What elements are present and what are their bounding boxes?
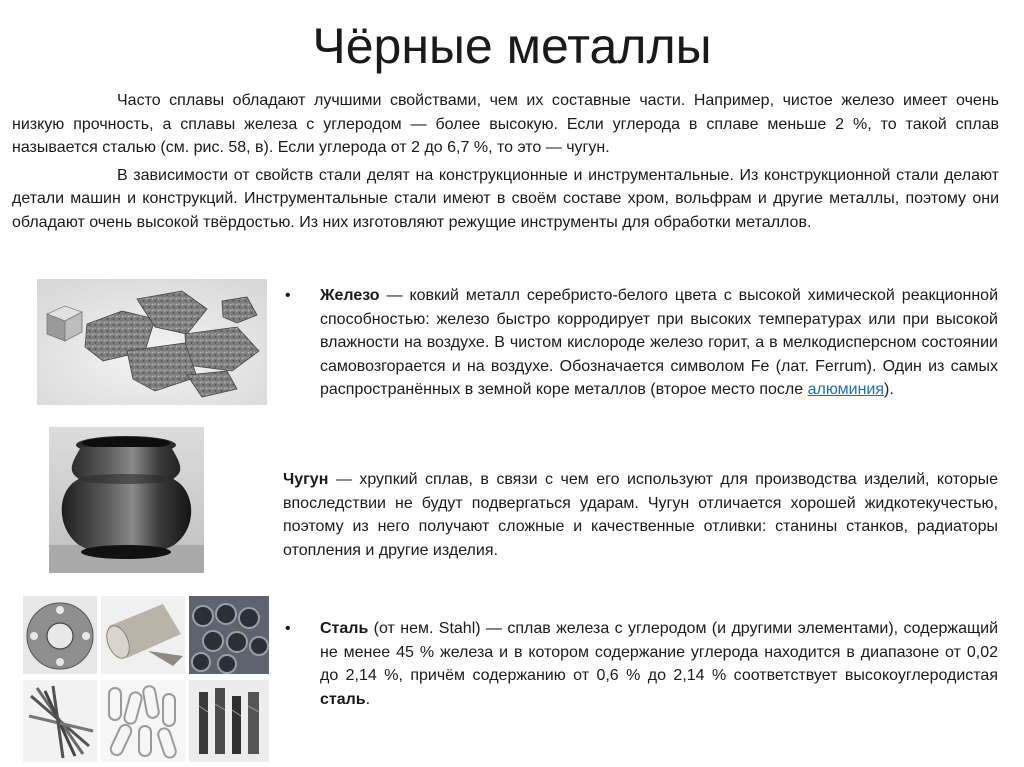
intro-paragraph-2: В зависимости от свойств стали делят на конструкционные и инструментальные. Из конструкционной стали делают детали машин и конструкций. Инструментальные стали имеют в своём составе хром, вольфрам и другие металлы, поэтому они обладают очень высокой твёрдостью. Из них изготовляют режущие инструменты для обработки металлов. — [12, 166, 999, 231]
iron-image — [37, 279, 267, 405]
aluminium-link[interactable]: алюминия — [807, 381, 885, 398]
cast-iron-term: Чугун — [283, 471, 329, 488]
steel-tail: . — [365, 690, 371, 708]
bullet-iron: • — [285, 287, 291, 304]
cast-iron-pot-image — [49, 427, 204, 573]
cast-iron-description — [283, 468, 998, 562]
steel-term: Сталь — [320, 620, 369, 637]
iron-term: Железо — [320, 287, 380, 304]
steel-text: (от нем. Stahl) — сплав железа с углеродом (и другими элементами), содержащий не менее 45 % железа и в котором содержание углерода находится в диапазоне от 0,02 до 2,14 %, причём содержанию от 0,6 % до 2,14 % соответствует высокоуглеродистая — [320, 620, 998, 684]
steel-description — [320, 617, 998, 711]
slide-title: Чёрные металлы — [312, 18, 712, 74]
steel-products-image — [23, 596, 269, 762]
cast-iron-text: — хрупкий сплав, в связи с чем его используют для производства изделий, которые впоследствии не будут подвергаться ударам. Чугун отличается хорошей жидкотекучестью, поэтому из него получают сложные и качественные отливки: станины станков, радиаторы отопления и другие изделия. — [283, 471, 998, 559]
intro-paragraph-1: Часто сплавы обладают лучшими свойствами, чем их составные части. Например, чистое железо имеет очень низкую прочность, а сплавы железа с углеродом — более высокую. Если углерода в сплаве меньше 2 %, то такой сплав называется сталью (см. рис. 58, в). Если углерода от 2 до 6,7 %, то это — чугун. — [12, 92, 999, 156]
iron-tail: ). — [884, 381, 894, 398]
steel-term-2: сталь — [320, 690, 366, 708]
intro-text — [12, 89, 999, 238]
flange-photo — [23, 596, 97, 674]
iron-text: — ковкий металл серебристо-белого цвета с высокой химической реакционной способностью: железо быстро корродирует при высоких температурах или при высокой влажности на воздухе. В чистом кислороде железо горит, а в мелкодисперсном состоянии самовозгорается и на воздухе. Обозначается символом Fe (лат. Ferrum). Один из самых распространённых в земной коре металлов (второе место после — [320, 287, 998, 398]
bullet-steel: • — [285, 620, 291, 637]
iron-description — [320, 284, 998, 402]
